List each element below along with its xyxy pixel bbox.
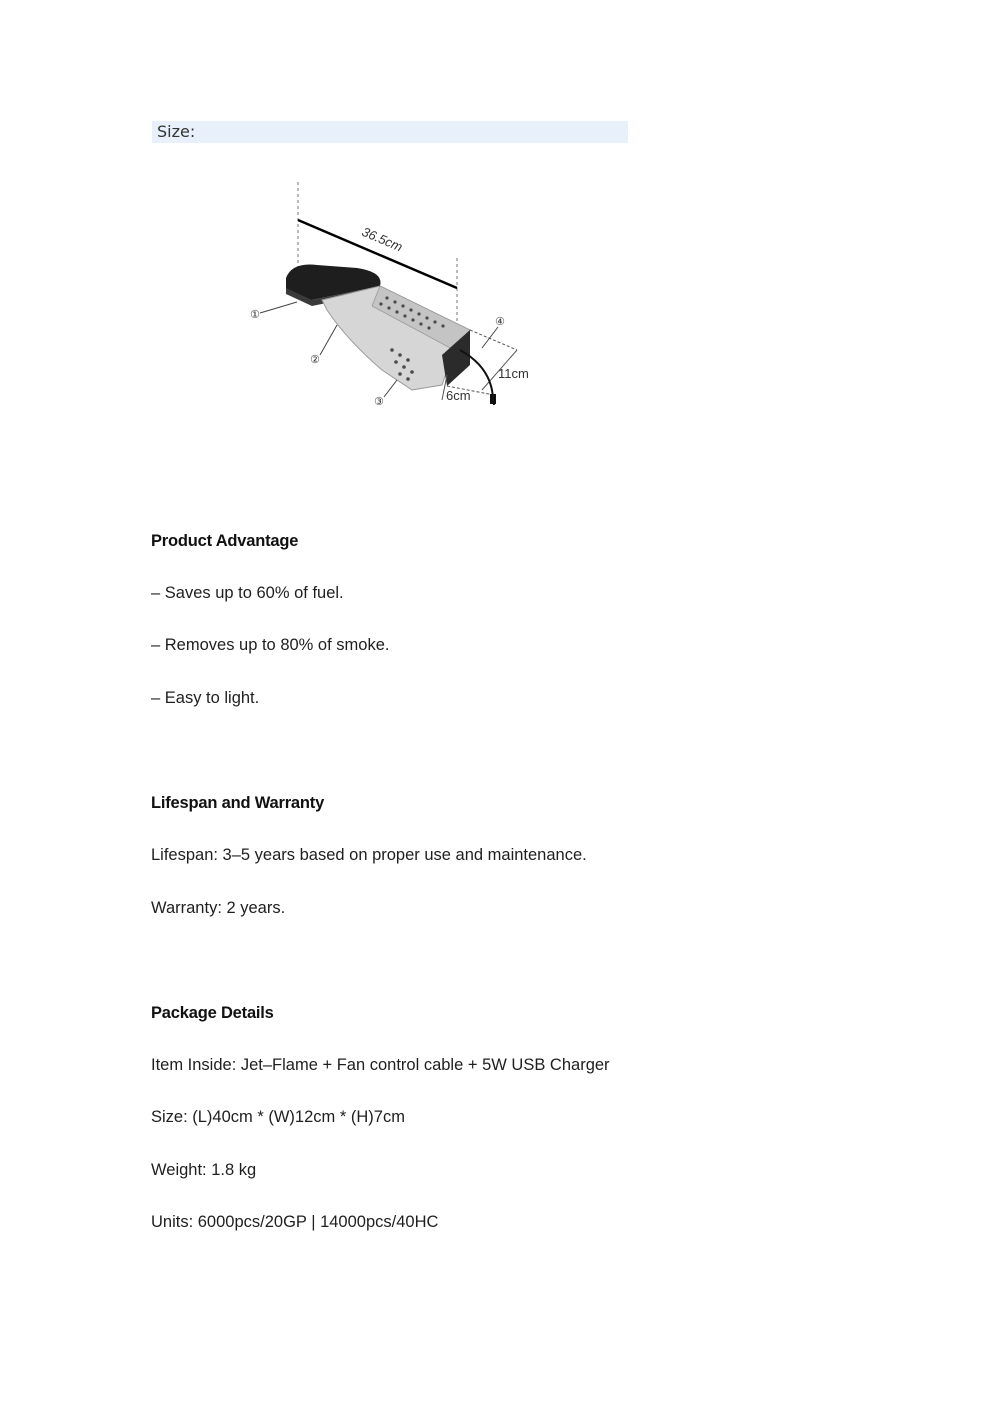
callout-4: ④ — [495, 315, 505, 328]
item-inside-text: Item Inside: Jet–Flame + Fan control cable + 5W USB Charger — [151, 1056, 610, 1074]
product-dimension-diagram — [152, 150, 632, 460]
product-advantage-heading: Product Advantage — [151, 532, 299, 550]
advantage-item: – Removes up to 80% of smoke. — [151, 636, 390, 654]
advantage-item: – Saves up to 60% of fuel. — [151, 584, 344, 602]
advantage-item: – Easy to light. — [151, 689, 260, 707]
warranty-text: Warranty: 2 years. — [151, 899, 286, 917]
package-details-heading: Package Details — [151, 1004, 274, 1022]
lifespan-text: Lifespan: 3–5 years based on proper use and maintenance. — [151, 846, 587, 864]
lifespan-warranty-heading: Lifespan and Warranty — [151, 794, 325, 812]
length-label: 36.5cm — [359, 223, 405, 255]
package-size-text: Size: (L)40cm * (W)12cm * (H)7cm — [151, 1108, 405, 1126]
size-label: Size: — [157, 122, 196, 141]
size-label-bar — [152, 121, 628, 143]
weight-text: Weight: 1.8 kg — [151, 1161, 257, 1179]
callout-2: ② — [310, 353, 320, 366]
height-label: 6cm — [446, 388, 471, 403]
units-text: Units: 6000pcs/20GP | 14000pcs/40HC — [151, 1213, 439, 1231]
width-label: 11cm — [498, 366, 529, 381]
callout-3: ③ — [374, 395, 384, 408]
callout-1: ① — [250, 308, 260, 321]
